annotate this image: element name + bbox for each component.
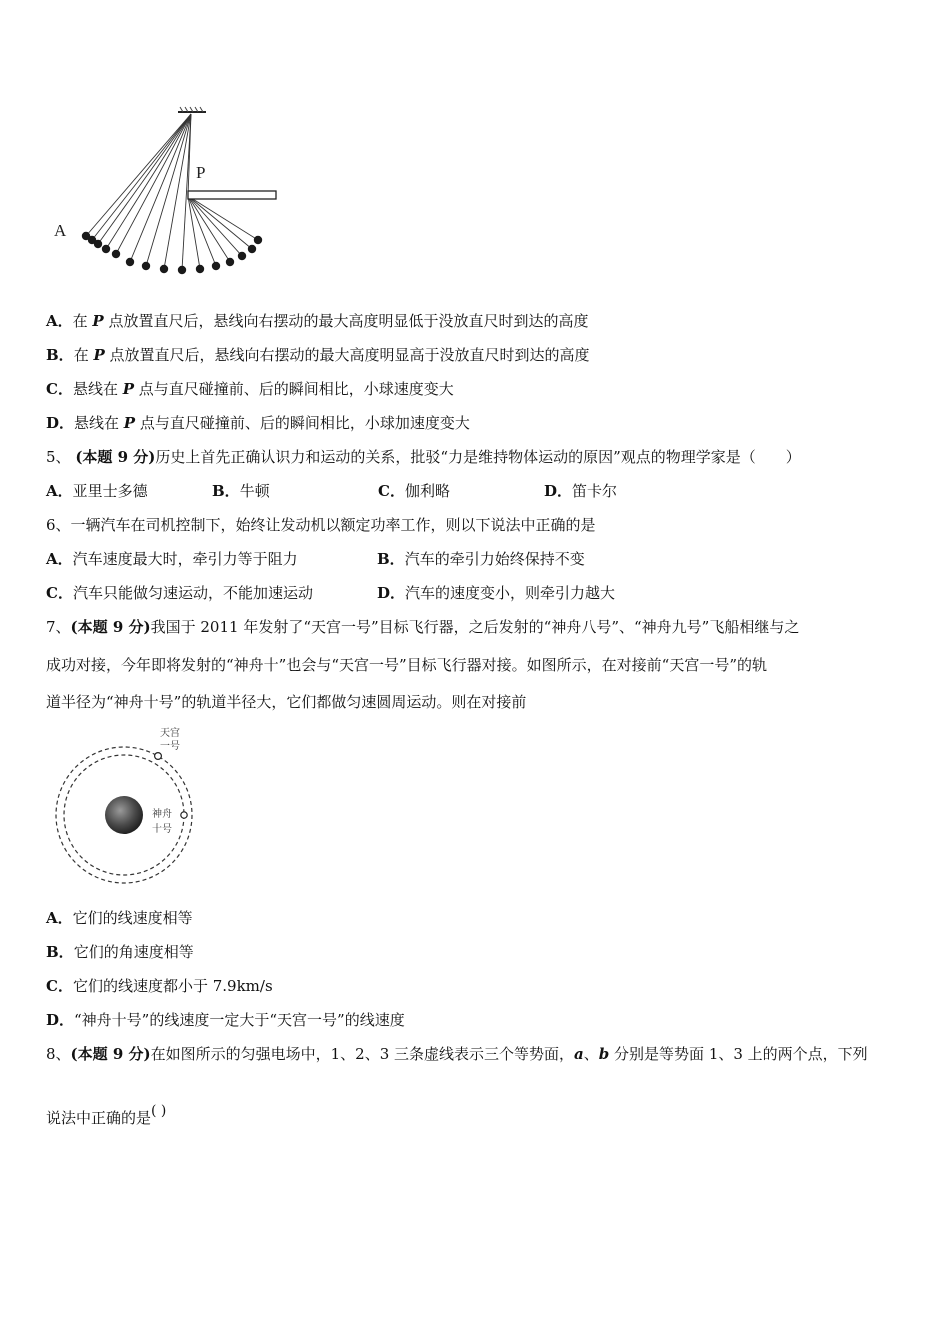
var-p: P: [92, 312, 104, 330]
q8-stem-line2: [46, 1103, 167, 1129]
q6-option-b: [377, 549, 585, 569]
separator: 、: [583, 1045, 599, 1063]
option-text: 点与直尺碰撞前、后的瞬间相比，小球加速度变大: [135, 414, 470, 432]
question-text: 分别是等势面 1、3 上的两个点，下列: [609, 1045, 868, 1063]
tiangong-spacecraft: [155, 753, 162, 760]
option-text: 伽利略: [404, 482, 450, 500]
q6-options-row2: [46, 583, 615, 603]
shenzhou-spacecraft: [181, 812, 187, 818]
option-text: 汽车的速度变小，则牵引力越大: [405, 584, 616, 602]
q4-option-c: [46, 379, 454, 399]
option-text: 它们的线速度都小于 7.9km/s: [72, 977, 273, 995]
q6-stem: [46, 515, 596, 535]
option-letter: C．: [46, 380, 73, 398]
var-b: b: [598, 1045, 610, 1063]
option-letter: A．: [46, 550, 73, 568]
q7-option-a: [46, 908, 193, 928]
answer-paren: ( ): [151, 1103, 167, 1119]
question-score: (本题 9 分): [70, 1045, 151, 1063]
question-text: 说法中正确的是: [46, 1109, 152, 1127]
option-text: 它们的线速度相等: [72, 909, 193, 927]
option-text: 汽车速度最大时，牵引力等于阻力: [72, 550, 298, 568]
q7-stem-line3: [46, 692, 526, 712]
q8-stem-line1: [46, 1044, 868, 1064]
question-number: 7、: [46, 618, 71, 636]
inner-label-2: 十号: [152, 824, 172, 835]
q6-option-d: [377, 583, 615, 603]
q5-stem: [46, 447, 801, 467]
option-letter: B．: [377, 550, 405, 568]
option-letter: D．: [46, 1011, 75, 1029]
option-text: 汽车只能做匀速运动，不能加速运动: [72, 584, 313, 602]
question-text: 成功对接，今年即将发射的“神舟十”也会与“天宫一号”目标飞行器对接。如图所示，在对接前“天宫一号”的轨: [46, 656, 768, 674]
question-text: 一辆汽车在司机控制下，始终让发动机以额定功率工作，则以下说法中正确的是: [70, 516, 596, 534]
var-p: P: [123, 414, 136, 432]
option-text: 点放置直尺后，悬线向右摆动的最大高度明显高于没放直尺时到达的高度: [104, 346, 590, 364]
option-text: 牛顿: [239, 482, 270, 500]
outer-label-1: 天宫: [160, 728, 180, 739]
option-letter: B．: [212, 482, 240, 500]
option-letter: A．: [46, 909, 73, 927]
option-letter: A．: [46, 482, 73, 500]
q4-option-a: [46, 311, 588, 331]
pendulum-figure: [46, 104, 286, 284]
option-letter: D．: [377, 584, 406, 602]
question-number: 8、: [46, 1045, 71, 1063]
question-number: 6、: [46, 516, 71, 534]
option-text: 在: [72, 312, 93, 330]
option-letter: C．: [378, 482, 405, 500]
q7-option-c: [46, 976, 273, 996]
label-p: P: [196, 163, 206, 182]
option-text: 笛卡尔: [572, 482, 618, 500]
option-text: 悬线在: [74, 414, 124, 432]
option-text: 在: [73, 346, 94, 364]
earth: [105, 796, 143, 834]
option-text: 汽车的牵引力始终保持不变: [404, 550, 585, 568]
q4-option-b: [46, 345, 590, 365]
option-letter: C．: [46, 584, 73, 602]
option-letter: B．: [46, 943, 74, 961]
option-text: 它们的角速度相等: [73, 943, 194, 961]
q7-stem-line2: [46, 655, 767, 675]
ceiling-mount: [178, 107, 206, 112]
orbit-figure: [50, 720, 200, 885]
q6-option-c: [46, 583, 377, 603]
option-text: “神舟十号”的线速度一定大于“天宫一号”的线速度: [74, 1011, 405, 1029]
q7-option-b: [46, 942, 194, 962]
q6-options-row1: [46, 549, 585, 569]
q5-option-b: [212, 481, 378, 501]
question-number: 5、: [46, 448, 71, 466]
inner-label-1: 神舟: [152, 809, 172, 820]
q4-option-d: [46, 413, 470, 433]
option-letter: C．: [46, 977, 73, 995]
var-a: a: [574, 1045, 584, 1063]
q7-option-d: [46, 1010, 405, 1030]
option-letter: B．: [46, 346, 74, 364]
outer-label-2: 一号: [160, 741, 180, 752]
question-text: 在如图所示的匀强电场中，1、2、3 三条虚线表示三个等势面，: [150, 1045, 575, 1063]
q5-options: [46, 481, 617, 501]
question-text: 道半径为“神舟十号”的轨道半径大，它们都做匀速圆周运动。则在对接前: [46, 693, 527, 711]
ruler: [188, 191, 276, 199]
q5-option-a: [46, 481, 212, 501]
option-text: 悬线在: [72, 380, 123, 398]
question-score: (本题 9 分): [75, 448, 156, 466]
q5-option-c: [378, 481, 544, 501]
var-p: P: [93, 346, 105, 364]
option-text: 点放置直尺后，悬线向右摆动的最大高度明显低于没放直尺时到达的高度: [103, 312, 589, 330]
var-p: P: [122, 380, 135, 398]
question-text: 我国于 2011 年发射了“天宫一号”目标飞行器，之后发射的“神舟八号”、“神舟九号”飞船相继与之: [150, 618, 800, 636]
option-letter: D．: [544, 482, 573, 500]
label-a: A: [54, 221, 67, 240]
q5-option-d: [544, 481, 617, 501]
question-score: (本题 9 分): [70, 618, 151, 636]
option-text: 亚里士多德: [72, 482, 148, 500]
question-text: 历史上首先正确认识力和运动的关系，批驳“力是维持物体运动的原因”观点的物理学家是（ ）: [155, 448, 801, 466]
q7-stem-line1: [46, 617, 799, 637]
option-text: 点与直尺碰撞前、后的瞬间相比，小球速度变大: [134, 380, 454, 398]
pendulum-bobs: [82, 232, 262, 274]
option-letter: D．: [46, 414, 75, 432]
q6-option-a: [46, 549, 377, 569]
option-letter: A．: [46, 312, 73, 330]
